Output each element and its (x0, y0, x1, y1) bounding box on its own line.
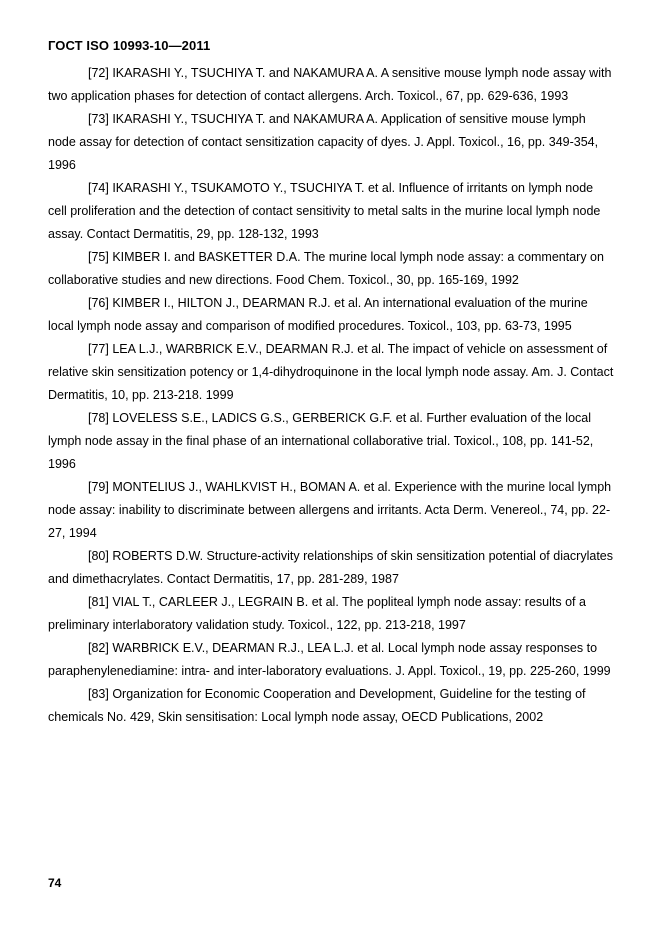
reference-83: [83] Organization for Economic Cooperation and Development, Guideline for the testing of chemicals No. 429, Skin sensitisation: Local lymph node assay, OECD Publications, 2002 (48, 687, 586, 724)
reference-79: [79] MONTELIUS J., WAHLKVIST H., BOMAN A. et al. Experience with the murine local lymph node assay: inability to discriminate between allergens and irritants. Acta Derm. Venereol., 74, pp. 22-27, 1994 (48, 480, 612, 540)
reference-82: [82] WARBRICK E.V., DEARMAN R.J., LEA L.J. et al. Local lymph node assay responses to paraphenylenediamine: intra- and inter-laboratory evaluations. J. Appl. Toxicol., 19, pp. 225-260, 1999 (48, 641, 611, 678)
reference-78: [78] LOVELESS S.E., LADICS G.S., GERBERICK G.F. et al. Further evaluation of the local lymph node assay in the final phase of an international collaborative trial. Toxicol., 108, pp. 141-52, 1996 (48, 411, 594, 471)
page-header: ГОСТ ISO 10993-10—2011 (48, 38, 211, 53)
reference-73: [73] IKARASHI Y., TSUCHIYA T. and NAKAMURA A. Application of sensitive mouse lymph node assay for detection of contact sensitization capacity of dyes. J. Appl. Toxicol., 16, pp. 349-354, 1996 (48, 112, 599, 172)
reference-72: [72] IKARASHI Y., TSUCHIYA T. and NAKAMURA A. A sensitive mouse lymph node assay with two application phases for detection of contact allergens. Arch. Toxicol., 67, pp. 629-636, 1993 (48, 66, 612, 103)
reference-76: [76] KIMBER I., HILTON J., DEARMAN R.J. et al. An international evaluation of the murine local lymph node assay and comparison of modified procedures. Toxicol., 103, pp. 63-73, 1995 (48, 296, 588, 333)
page-number: 74 (48, 876, 62, 890)
reference-75: [75] KIMBER I. and BASKETTER D.A. The murine local lymph node assay: a commentary on collaborative studies and new directions. Food Chem. Toxicol., 30, pp. 165-169, 1992 (48, 250, 604, 287)
reference-74: [74] IKARASHI Y., TSUKAMOTO Y., TSUCHIYA T. et al. Influence of irritants on lymph node cell proliferation and the detection of contact sensitivity to metal salts in the murine local lymph node assay. Contact Dermatitis, 29, pp. 128-132, 1993 (48, 181, 601, 241)
reference-81: [81] VIAL T., CARLEER J., LEGRAIN B. et al. The popliteal lymph node assay: results of a preliminary interlaboratory validation study. Toxicol., 122, pp. 213-218, 1997 (48, 595, 586, 632)
reference-list (48, 62, 614, 729)
reference-80: [80] ROBERTS D.W. Structure-activity relationships of skin sensitization potential of diacrylates and dimethacrylates. Contact Dermatitis, 17, pp. 281-289, 1987 (48, 549, 613, 586)
reference-77: [77] LEA L.J., WARBRICK E.V., DEARMAN R.J. et al. The impact of vehicle on assessment of relative skin sensitization potency or 1,4-dihydroquinone in the local lymph node assay. Am. J. Contact Dermatitis, 10, pp. 213-218. 1999 (48, 342, 614, 402)
